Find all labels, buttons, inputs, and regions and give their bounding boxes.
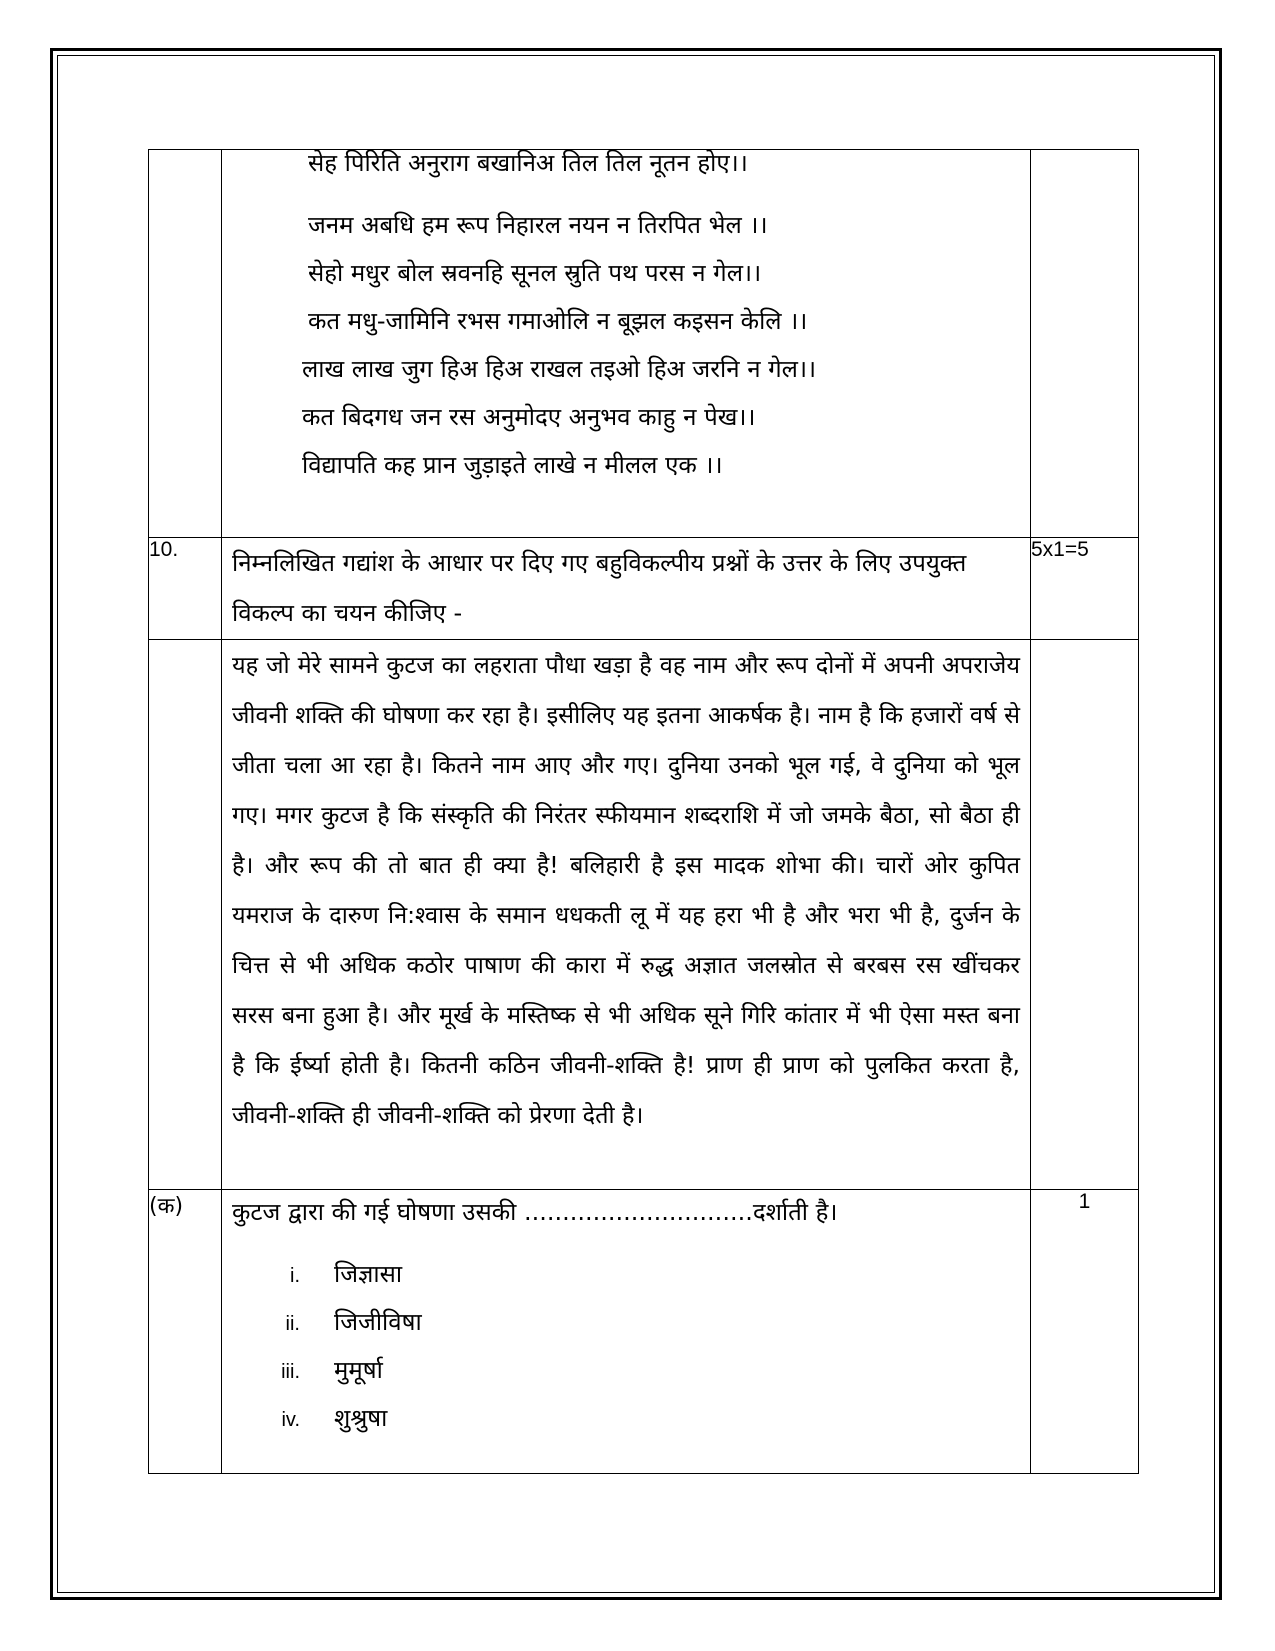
option-item <box>232 1250 402 1298</box>
question-instruction-cell <box>222 538 1031 640</box>
poem-block <box>222 150 1030 537</box>
question-instruction: निम्नलिखित गद्यांश के आधार पर दिए गए बहुविकल्पीय प्रश्नों के उत्तर के लिए उपयुक्त विकल्प का चयन कीजिए - <box>232 549 967 627</box>
option-number: iv. <box>281 1409 300 1431</box>
question-number: 10. <box>149 538 222 640</box>
passage-text: यह जो मेरे सामने कुटज का लहराता पौधा खड़ा है वह नाम और रूप दोनों में अपनी अपराजेय जीवनी शक्ति की घोषणा कर रहा है। इसीलिए यह इतना आकर्षक है। नाम है कि हजारों वर्ष से जीता चला आ रहा है। कितने नाम आए और गए। दुनिया उनको भूल गई, वे दुनिया को भूल गए। मगर कुटज है कि संस्कृति की निरंतर स्फीयमान शब्दराशि में जो जमके बैठा, सो बैठा ही है। और रूप की तो बात ही क्या है! बलिहारी है इस मादक शोभा की। चारों ओर कुपित यमराज के दारुण नि:श्वास के समान धधकती लू में यह हरा भी है और भरा भी है, दुर्जन के चित्त से भी अधिक कठोर पाषाण की कारा में रुद्ध अज्ञात जलस्रोत से बरबस रस खींचकर सरस बना हुआ है। और मूर्ख के मस्तिष्क से भी अधिक सूने गिरि कांतार में भी ऐसा मस्त बना है कि ईर्ष्या होती है। कितनी कठिन जीवनी-शक्ति है! प्राण ही प्राण को पुलकित करता है, जीवनी-शक्ति ही जीवनी-शक्ति को प्रेरणा देती है। <box>232 651 1020 1129</box>
poem-cell <box>222 150 1031 538</box>
subquestion-marks: 1 <box>1031 1190 1139 1474</box>
option-text: मुमूर्षा <box>334 1356 383 1384</box>
option-item <box>232 1394 387 1442</box>
poem-line: विद्यापति कह प्रान जुड़ाइते लाखे न मीलल एक ।। <box>302 451 723 479</box>
subquestion-ka-row <box>149 1190 1139 1474</box>
question-10-row <box>149 538 1139 640</box>
poem-line: कत मधु-जामिनि रभस गमाओलि न बूझल कइसन केलि ।। <box>308 307 808 335</box>
option-text: जिजीविषा <box>334 1308 422 1336</box>
poem-line: सेह पिरिति अनुराग बखानिअ तिल तिल नूतन होए।। <box>308 149 748 177</box>
poem-num-cell <box>149 150 222 538</box>
passage-num-cell <box>149 640 222 1190</box>
passage-cell <box>222 640 1031 1190</box>
option-number: ii. <box>285 1313 300 1335</box>
option-text: शुश्रुषा <box>334 1404 388 1432</box>
poem-line: सेहो मधुर बोल स्रवनहि सूनल स्रुति पथ परस न गेल।। <box>308 259 762 287</box>
passage-marks-cell <box>1031 640 1139 1190</box>
subquestion-text: कुटज द्वारा की गई घोषणा उसकी ..............................दर्शाती है। <box>232 1198 838 1226</box>
poem-line: कत बिदगध जन रस अनुमोदए अनुभव काहु न पेख।। <box>302 403 756 431</box>
option-number: iii. <box>281 1361 300 1383</box>
poem-line: लाख लाख जुग हिअ हिअ राखल तइओ हिअ जरनि न गेल।। <box>302 355 817 383</box>
poem-marks-cell <box>1031 150 1139 538</box>
option-text: जिज्ञासा <box>334 1260 403 1288</box>
option-item <box>232 1346 383 1394</box>
poem-line: जनम अबधि हम रूप निहारल नयन न तिरपित भेल ।। <box>308 211 768 239</box>
poem-row <box>149 150 1139 538</box>
subquestion-label: (क) <box>149 1190 222 1474</box>
subquestion-block <box>222 1190 1030 1473</box>
question-marks: 5x1=5 <box>1031 538 1139 640</box>
question-table <box>148 149 1139 1474</box>
option-item <box>232 1298 422 1346</box>
option-number: i. <box>290 1265 300 1287</box>
passage-row <box>149 640 1139 1190</box>
subquestion-cell <box>222 1190 1031 1474</box>
